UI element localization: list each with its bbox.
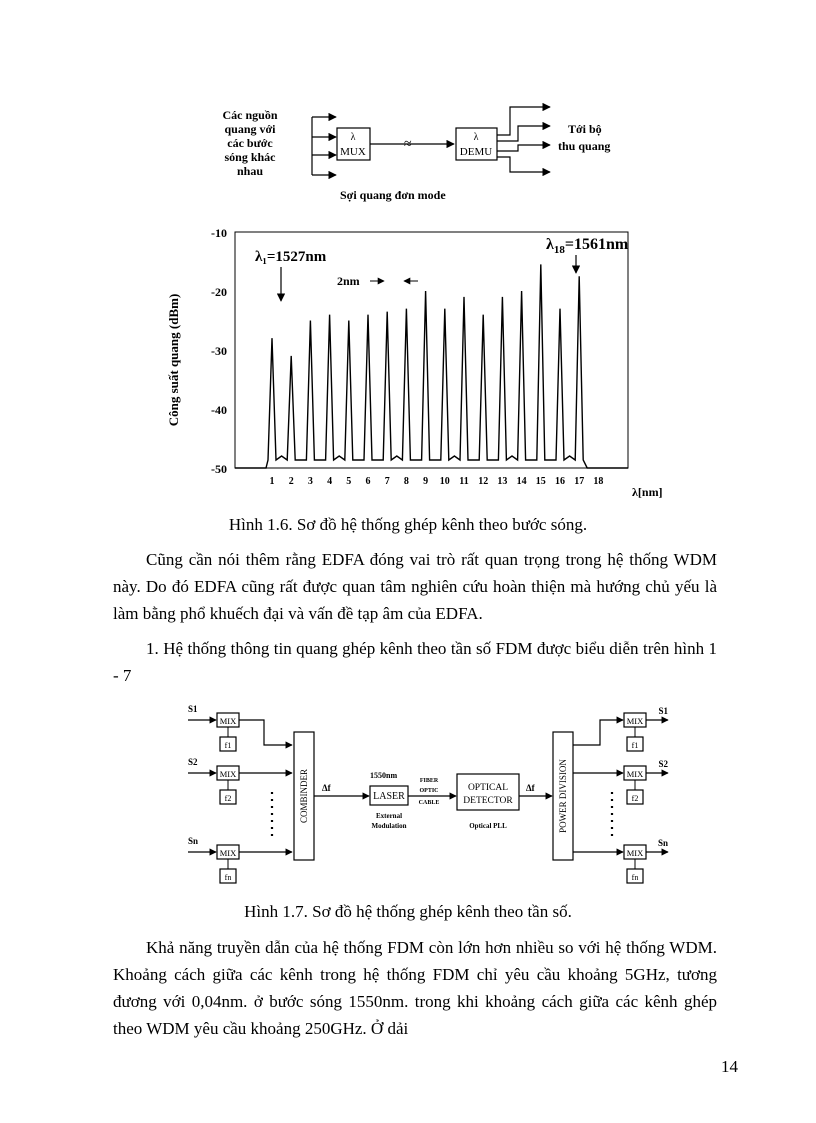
right-mixers	[573, 706, 668, 883]
x-tick-labels	[270, 476, 604, 487]
mixer-label: MIX	[626, 769, 644, 779]
oscillator-label: f2	[224, 794, 232, 803]
first-wavelength-label: λ₁=1527nm	[255, 249, 327, 265]
mixer-label: MIX	[219, 848, 237, 858]
paragraph-edfa: Cũng cần nói thêm rằng EDFA đóng vai trò rất quan trọng trong hệ thống WDM này. Do đó EDFA cũng rất được quan tâm nghiên cứu hoàn thiện mà hướng chủ yếu là làm bằng phổ khuếch đại và vấn đề tạp âm của EDFA.	[113, 550, 717, 623]
mux-label: MUX	[340, 146, 366, 158]
spacing-label: 2nm	[337, 274, 360, 288]
x-tick-label: 6	[365, 476, 371, 487]
svg-text:Tới bộ: Tới bộ	[568, 122, 602, 136]
svg-text:nhau: nhau	[236, 164, 264, 178]
external-mod-label: External	[375, 812, 403, 820]
page-number: 14	[721, 1057, 738, 1076]
svg-text:Các nguồn: Các nguồn	[222, 108, 278, 122]
svg-text:sóng khác: sóng khác	[224, 150, 276, 164]
delta-f-right: Δf	[526, 783, 535, 793]
detector-label: OPTICAL	[467, 783, 509, 793]
x-tick-label: 13	[497, 476, 508, 487]
x-tick-label: 1	[269, 476, 275, 487]
mixer-label: MIX	[219, 769, 237, 779]
fiber-cable-label	[419, 778, 440, 806]
optical-pll-label: Optical PLL	[469, 822, 507, 830]
y-axis-label: Công suất quang (dBm)	[166, 293, 181, 427]
signal-label: S1	[658, 706, 668, 716]
svg-text:các bước: các bước	[227, 136, 273, 150]
mixer-label: MIX	[626, 716, 644, 726]
sources-label	[222, 108, 277, 178]
x-tick-label: 16	[555, 476, 565, 487]
figure-1-7-caption: Hình 1.7. Sơ đồ hệ thống ghép kênh theo tần số.	[244, 902, 572, 921]
signal-label: S2	[658, 759, 668, 769]
mixer-label: MIX	[219, 716, 237, 726]
list-number: 1.	[146, 639, 159, 658]
y-tick-label: -40	[211, 403, 227, 417]
y-tick-labels	[211, 226, 227, 476]
x-tick-label: 11	[459, 476, 469, 487]
svg-text:FIBER: FIBER	[419, 778, 439, 784]
x-tick-label: 12	[478, 476, 489, 487]
x-tick-label: 10	[439, 476, 450, 487]
list-text: Hệ thống thông tin quang ghép kênh theo tần số FDM được biểu diễn trên hình 1 - 7	[113, 639, 718, 685]
figure-1-6-caption: Hình 1.6. Sơ đồ hệ thống ghép kênh theo bước sóng.	[228, 515, 588, 534]
delta-f-left: Δf	[322, 783, 331, 793]
x-tick-label: 14	[516, 476, 527, 487]
y-tick-label: -10	[211, 226, 227, 240]
y-tick-label: -20	[211, 285, 227, 299]
x-tick-label: 8	[403, 476, 409, 487]
detector-label-2: DETECTOR	[463, 796, 513, 806]
signal-label: S2	[188, 757, 198, 767]
oscillator-label: f1	[224, 741, 232, 750]
fiber-break-symbol: ≈	[404, 137, 412, 152]
spectrum-line	[235, 264, 628, 468]
external-mod-label-2: Modulation	[371, 822, 407, 830]
x-tick-label: 9	[423, 476, 429, 487]
svg-text:CABLE: CABLE	[418, 800, 440, 806]
output-arrows	[497, 107, 550, 172]
x-tick-label: 15	[535, 476, 546, 487]
mux-lambda: λ	[350, 132, 356, 143]
last-wavelength-label: $\lambda_{18}=1561nm$	[546, 236, 629, 256]
list-item-fdm	[113, 635, 717, 689]
output-label	[558, 122, 610, 153]
signal-label: S1	[188, 704, 198, 714]
x-tick-label: 7	[384, 476, 390, 487]
svg-text:quang với: quang với	[224, 122, 276, 136]
laser-label: LASER	[373, 791, 405, 802]
svg-text:thu quang: thu quang	[558, 139, 611, 153]
oscillator-label: f2	[631, 794, 639, 803]
x-axis-label: λ[nm]	[632, 485, 663, 499]
oscillator-label: f1	[631, 741, 639, 750]
fdm-diagram	[180, 700, 680, 892]
y-tick-label: -50	[211, 462, 227, 476]
laser-wavelength: 1550nm	[370, 771, 398, 780]
x-tick-label: 2	[288, 476, 294, 487]
y-tick-label: -30	[211, 344, 227, 358]
oscillator-label: fn	[224, 873, 232, 882]
input-arrows	[312, 117, 336, 175]
demux-label: DEMU	[459, 146, 493, 158]
wdm-block-diagram	[200, 95, 640, 210]
combinder-label: COMBINDER	[299, 768, 309, 824]
left-mixers	[188, 704, 292, 883]
x-tick-label: 5	[346, 476, 352, 487]
x-tick-label: 17	[574, 476, 585, 487]
x-tick-label: 4	[327, 476, 333, 487]
x-tick-label: 3	[307, 476, 313, 487]
mixer-label: MIX	[626, 848, 644, 858]
signal-label: Sn	[188, 836, 199, 846]
svg-text:OPTIC: OPTIC	[419, 788, 439, 794]
fiber-label: Sợi quang đơn mode	[340, 188, 446, 202]
signal-label: Sn	[657, 838, 668, 848]
oscillator-label: fn	[631, 873, 639, 882]
paragraph-fdm-capacity: Khả năng truyền dẫn của hệ thống FDM còn lớn hơn nhiều so với hệ thống WDM. Khoảng cách giữa các kênh trong hệ thống FDM chỉ yêu cầu khoảng 5GHz, tương đương với 0,04nm. ở bước sóng 1550nm. trong khi khoảng cách giữa các kênh ghép theo WDM yêu cầu khoảng 250GHz. Ở dải	[113, 938, 717, 1038]
demux-lambda: λ	[473, 132, 479, 143]
wdm-spectrum-chart	[160, 215, 680, 505]
x-tick-label: 18	[593, 476, 604, 487]
power-division-label: POWER DIVISION	[558, 759, 568, 833]
